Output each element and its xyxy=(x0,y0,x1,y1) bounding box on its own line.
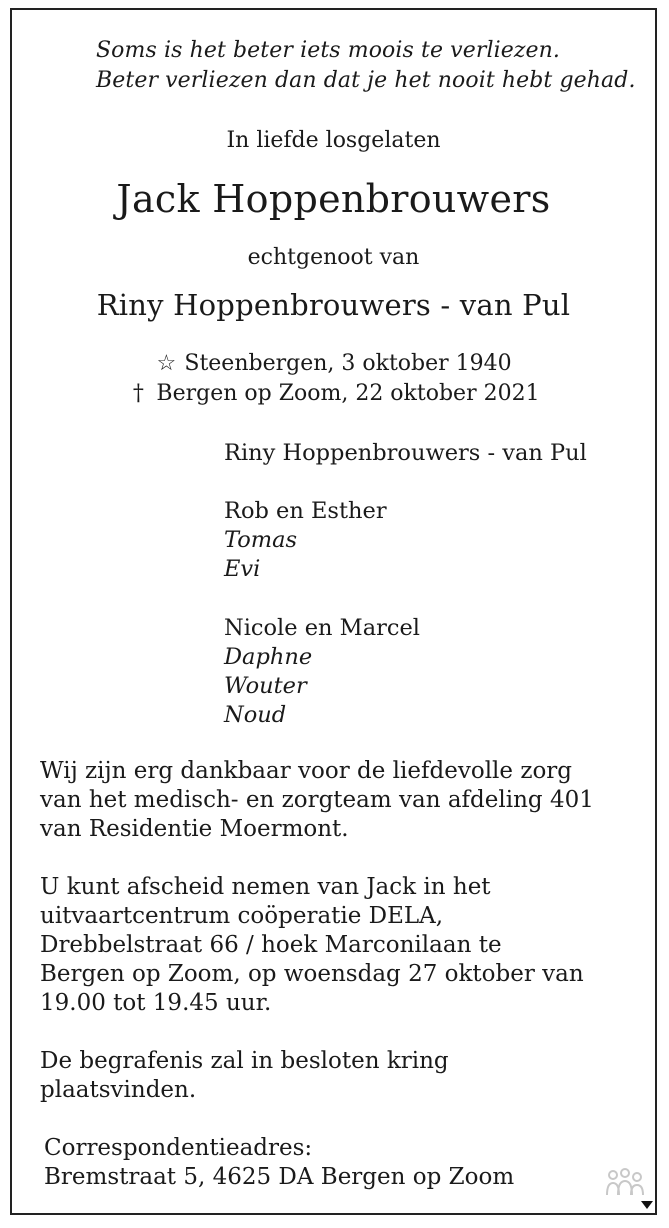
family-parents-2: Nicole en Marcel xyxy=(224,615,420,641)
funeral-line: plaatsvinden. xyxy=(40,1077,197,1103)
farewell-line: uitvaartcentrum coöperatie DELA, xyxy=(40,903,444,929)
family-parents-1: Rob en Esther xyxy=(224,498,387,524)
family-people-icon xyxy=(603,1165,647,1201)
birth-line xyxy=(12,351,655,376)
poem-line-1: Soms is het beter iets moois te verliezen. xyxy=(96,38,561,63)
birth-text: Steenbergen, 3 oktober 1940 xyxy=(184,351,512,376)
death-text: Bergen op Zoom, 22 oktober 2021 xyxy=(156,381,540,406)
farewell-line: Bergen op Zoom, op woensdag 27 oktober van xyxy=(40,961,584,987)
spouse-name: Riny Hoppenbrouwers - van Pul xyxy=(96,288,571,322)
farewell-line: U kunt afscheid nemen van Jack in het xyxy=(40,874,491,900)
relation-text: echtgenoot van xyxy=(247,245,420,270)
death-line xyxy=(12,381,655,406)
correspondence-label: Correspondentieadres: xyxy=(44,1135,313,1161)
cross-icon: † xyxy=(132,381,144,406)
deceased-name: Jack Hoppenbrouwers xyxy=(116,177,551,221)
obituary-card xyxy=(10,8,657,1215)
intro-text: In liefde losgelaten xyxy=(226,128,441,153)
poem-line-2: Beter verliezen dan dat je het nooit hebt gehad. xyxy=(96,68,636,93)
funeral-line: De begrafenis zal in besloten kring xyxy=(40,1048,449,1074)
correspondence-address: Bremstraat 5, 4625 DA Bergen op Zoom xyxy=(44,1164,515,1190)
family-child: Noud xyxy=(224,702,287,728)
thanks-line: van het medisch- en zorgteam van afdeling 401 xyxy=(40,787,594,813)
family-spouse: Riny Hoppenbrouwers - van Pul xyxy=(224,440,587,466)
farewell-line: Drebbelstraat 66 / hoek Marconilaan te xyxy=(40,932,502,958)
family-child: Daphne xyxy=(224,644,313,670)
thanks-line: van Residentie Moermont. xyxy=(40,816,349,842)
family-child: Wouter xyxy=(224,673,307,699)
farewell-line: 19.00 tot 19.45 uur. xyxy=(40,990,272,1016)
triangle-down-icon[interactable] xyxy=(641,1201,653,1209)
star-icon: ☆ xyxy=(156,351,177,376)
family-child: Tomas xyxy=(224,527,298,553)
thanks-line: Wij zijn erg dankbaar voor de liefdevolle zorg xyxy=(40,758,573,784)
family-child: Evi xyxy=(224,556,261,582)
